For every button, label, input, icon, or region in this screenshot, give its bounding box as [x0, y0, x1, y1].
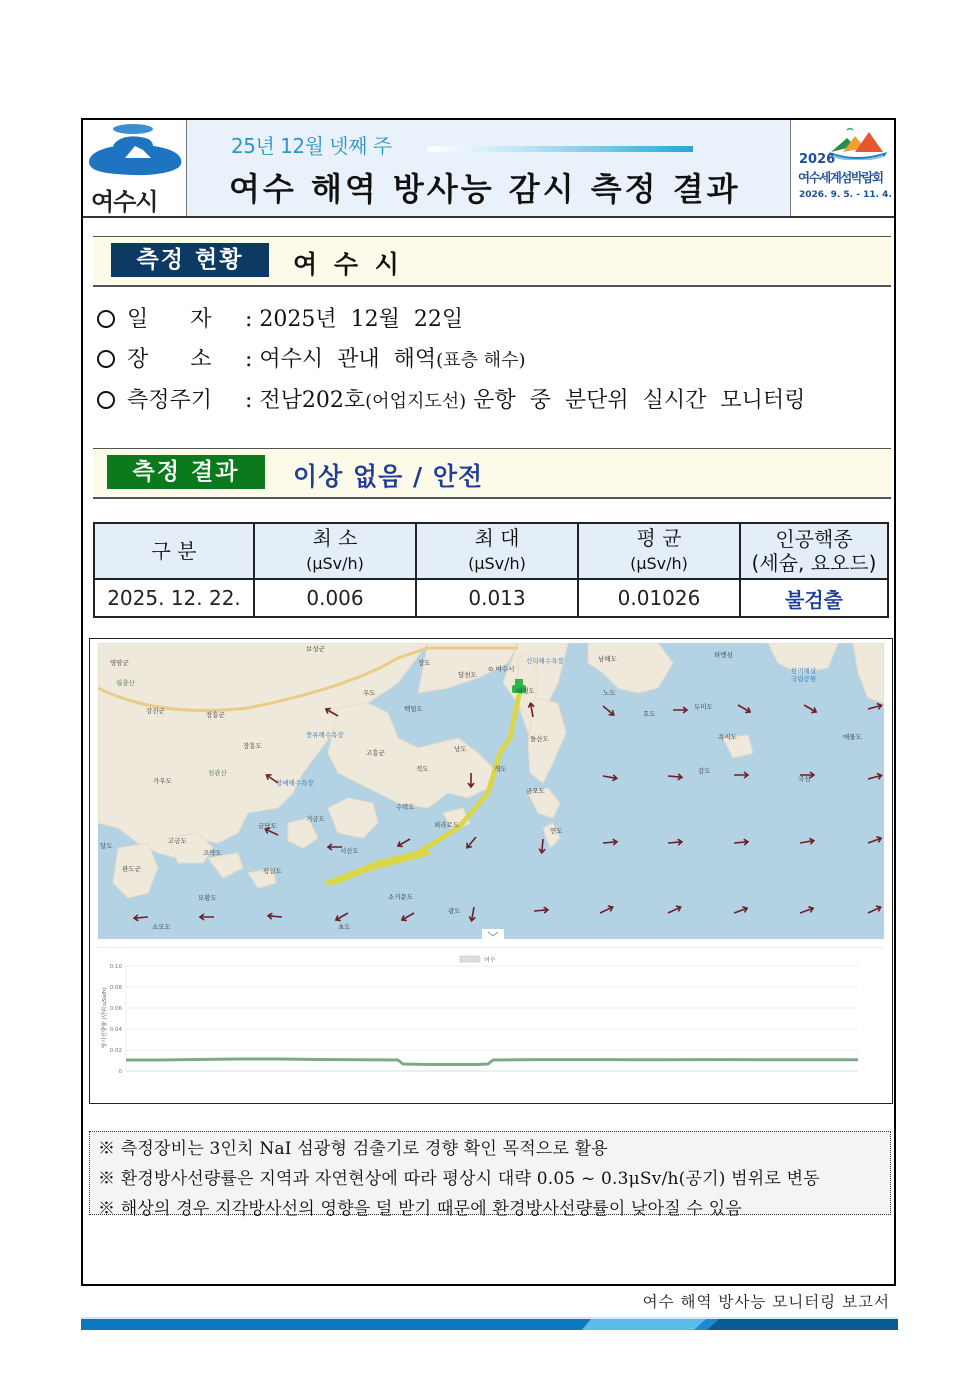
svg-text:완도군: 완도군 [122, 865, 141, 873]
svg-text:시산도: 시산도 [340, 847, 359, 855]
expo-name: 여수세계섬박람회 [798, 170, 883, 185]
info-label: 일 자 [127, 307, 212, 332]
svg-text:낭도: 낭도 [454, 745, 467, 753]
col-header-avg: 평 균 (μSv/h) [578, 523, 740, 579]
circle-bullet-icon [97, 391, 115, 409]
info-row-date [97, 302, 463, 333]
route-map [98, 643, 884, 939]
note-item: ※ 환경방사선량률은 지역과 자연현상에 따라 평상시 대략 0.05 ~ 0.3μSv/h(공기) 범위로 변동 [98, 1169, 820, 1189]
result-section-label: 측정 결과 [107, 455, 265, 489]
svg-text:호도: 호도 [643, 710, 656, 718]
status-section-value: 여 수 시 [293, 250, 403, 279]
info-value: 2025년 12월 22일 [259, 307, 464, 332]
svg-text:적도: 적도 [416, 765, 429, 773]
info-row-cycle [97, 383, 805, 414]
map-collapse-chevron-icon [482, 929, 504, 939]
svg-text:우도: 우도 [363, 689, 376, 697]
svg-text:돌산도: 돌산도 [530, 735, 549, 743]
svg-text:외라로도: 외라로도 [434, 821, 460, 829]
svg-text:0.06: 0.06 [109, 1006, 122, 1012]
svg-text:0.08: 0.08 [109, 985, 122, 991]
info-label: 장 소 [127, 347, 212, 372]
results-table [93, 522, 889, 618]
svg-text:거금도: 거금도 [306, 815, 325, 823]
monitoring-screenshot [89, 638, 893, 1104]
svg-text:강진군: 강진군 [146, 707, 165, 715]
svg-text:연도: 연도 [550, 827, 563, 835]
legend-label: 여수 [484, 957, 496, 964]
info-tail: 운항 중 분단위 실시간 모니터링 [466, 388, 806, 413]
svg-text:천관산: 천관산 [208, 769, 227, 777]
svg-text:한려해상: 한려해상 [791, 667, 817, 675]
yeosu-emblem-icon [83, 120, 186, 182]
table-row [94, 579, 888, 617]
page-title: 여수 해역 방사능 감시 측정 결과 [229, 170, 741, 208]
col-header-category: 구 분 [94, 523, 254, 579]
svg-text:장예해수욕장: 장예해수욕장 [276, 779, 314, 787]
svg-text:고흥군: 고흥군 [366, 749, 385, 757]
svg-text:달천도: 달천도 [458, 671, 477, 679]
status-section-label: 측정 현황 [111, 243, 269, 277]
footer-decorative-bar [81, 1316, 898, 1330]
svg-text:초도: 초도 [338, 923, 351, 931]
title-band [187, 120, 790, 216]
series-line [126, 1059, 858, 1065]
result-section-header [93, 448, 891, 499]
svg-text:남해도: 남해도 [598, 655, 617, 663]
info-note: (표층 해수) [436, 350, 526, 371]
info-row-location [97, 342, 525, 373]
circle-bullet-icon [97, 310, 115, 328]
svg-text:평일도: 평일도 [263, 867, 282, 875]
svg-text:달도: 달도 [100, 842, 113, 850]
yeosu-city-logo [83, 120, 187, 216]
svg-text:국립공원: 국립공원 [791, 675, 817, 683]
decorative-gradient-bar [427, 146, 693, 152]
svg-text:수락도: 수락도 [396, 803, 415, 811]
svg-text:두미도: 두미도 [694, 703, 713, 711]
y-axis-label: 방사선량률 (단위:uSv/h) [102, 987, 108, 1048]
table-header-row [94, 523, 888, 579]
week-label: 25년 12월 넷째 주 [231, 134, 392, 158]
report-page [81, 118, 896, 1286]
expo-logo [790, 120, 894, 216]
expo-dates: 2026. 9. 5. - 11. 4. [799, 190, 892, 200]
svg-text:모황도: 모황도 [198, 894, 217, 902]
svg-text:보성군: 보성군 [306, 645, 325, 653]
info-colon: : [245, 388, 260, 413]
svg-text:대경도: 대경도 [516, 687, 535, 695]
report-header [83, 120, 894, 218]
svg-text:소거문도: 소거문도 [388, 893, 414, 901]
svg-text:장흥군: 장흥군 [206, 711, 225, 719]
svg-text:조약도: 조약도 [203, 849, 222, 857]
info-colon: : [245, 307, 260, 332]
svg-text:소모도: 소모도 [152, 923, 171, 931]
svg-text:고금도: 고금도 [168, 837, 187, 845]
notes-box [89, 1131, 891, 1219]
note-item: ※ 측정장비는 3인치 NaI 섬광형 검출기로 경향 확인 목적으로 활용 [98, 1139, 608, 1159]
cell-date: 2025. 12. 22. [94, 579, 254, 617]
info-value: 전남202호 [259, 388, 366, 413]
info-note: (어업지도선) [365, 391, 467, 412]
chart-canvas [98, 948, 884, 1098]
col-header-min: 최 소 (μSv/h) [254, 523, 416, 579]
svg-text:금당도: 금당도 [258, 822, 277, 830]
svg-text:영암군: 영암군 [110, 659, 129, 667]
footer-report-title: 여수 해역 방사능 모니터링 보고서 [642, 1293, 890, 1311]
legend-swatch [460, 956, 480, 962]
svg-text:⊙ 여수시: ⊙ 여수시 [488, 665, 515, 673]
svg-text:0: 0 [118, 1069, 122, 1075]
circle-bullet-icon [97, 350, 115, 368]
svg-text:0.04: 0.04 [109, 1027, 122, 1033]
svg-text:금오도: 금오도 [526, 787, 545, 795]
result-section-value: 이상 없음 / 안전 [293, 462, 484, 491]
dose-rate-chart [98, 947, 884, 1098]
note-item: ※ 해상의 경우 지각방사선의 영향을 덜 받기 때문에 환경방사선량률이 낮아질 수 있음 [98, 1199, 742, 1219]
svg-text:풍류해수욕장: 풍류해수욕장 [306, 731, 344, 739]
expo-mountain-icon [829, 126, 889, 160]
info-colon: : [245, 347, 260, 372]
svg-text:국섬: 국섬 [798, 775, 811, 783]
expo-year: 2026 [799, 152, 836, 167]
svg-text:장도: 장도 [418, 659, 431, 667]
col-header-max: 최 대 (μSv/h) [416, 523, 578, 579]
info-value: 여수시 관내 해역 [259, 347, 437, 372]
cell-artificial-nuclides: 불검출 [740, 579, 888, 617]
svg-text:욕지도: 욕지도 [718, 733, 737, 741]
svg-text:광도: 광도 [448, 907, 461, 915]
col-header-artificial-nuclides: 인공핵종 (세슘, 요오드) [740, 523, 888, 579]
svg-text:월출산: 월출산 [116, 679, 135, 687]
cell-min: 0.006 [254, 579, 416, 617]
svg-text:갈도: 갈도 [698, 767, 711, 775]
info-label: 측정주기 [127, 388, 213, 413]
svg-text:가우도: 가우도 [153, 777, 172, 785]
svg-text:하멧섬: 하멧섬 [714, 651, 733, 659]
svg-text:매물도: 매물도 [843, 733, 862, 741]
svg-text:0.10: 0.10 [109, 964, 122, 970]
logo-text: 여수시 [91, 188, 158, 216]
svg-text:신덕해수욕장: 신덕해수욕장 [526, 657, 564, 665]
cell-max: 0.013 [416, 579, 578, 617]
status-section-header [93, 236, 891, 287]
svg-text:장흥도: 장흥도 [243, 742, 262, 750]
svg-text:개도: 개도 [494, 765, 507, 773]
svg-text:노도: 노도 [603, 689, 616, 697]
svg-text:백일도: 백일도 [404, 705, 423, 713]
map-canvas [98, 643, 884, 939]
svg-text:0.02: 0.02 [109, 1048, 122, 1054]
cell-avg: 0.01026 [578, 579, 740, 617]
